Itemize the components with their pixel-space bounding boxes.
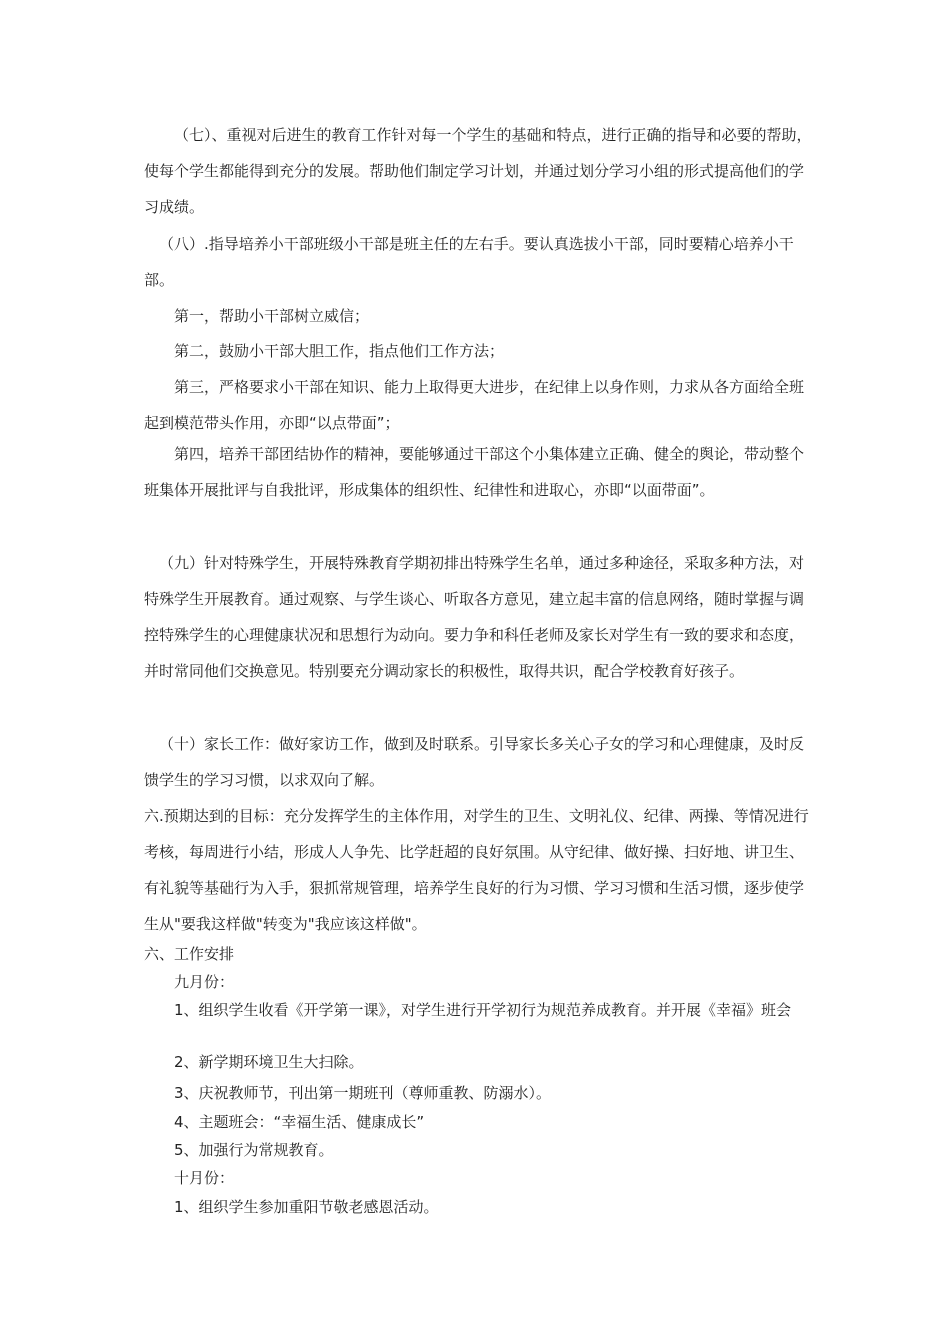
- list-item: 1、组织学生参加重阳节敬老感恩活动。: [174, 1198, 439, 1216]
- paragraph-nine: （九）针对特殊学生，开展特殊教育学期初排出特殊学生名单，通过多种途径，采取多种方法，对特殊学生开展教育。通过观察、与学生谈心、听取各方意见，建立起丰富的信息网络，随时掌握与调控特殊学生的心理健康状况和思想行为动向。要力争和科任老师及家长对学生有一致的要求和态度，并时常同他们交换意见。特别要充分调动家长的积极性，取得共识，配合学校教育好孩子。: [144, 554, 805, 680]
- paragraph-seven: （七）、重视对后进生的教育工作针对每一个学生的基础和特点，进行正确的指导和必要的帮助，使每个学生都能得到充分的发展。帮助他们制定学习计划，并通过划分学习小组的形式提高他们的学习成绩。: [144, 126, 812, 216]
- list-item: 1、组织学生收看《开学第一课》，对学生进行开学初行为规范养成教育。并开展《幸福》班会: [174, 1001, 792, 1019]
- paragraph-first: 第一，帮助小干部树立威信；: [174, 307, 370, 325]
- paragraph-goals: 六.预期达到的目标：充分发挥学生的主体作用，对学生的卫生、文明礼仪、纪律、两操、等情况进行考核，每周进行小结，形成人人争先、比学赶超的良好氛围。从守纪律、做好操、扫好地、讲卫生、有礼貌等基础行为入手，狠抓常规管理，培养学生良好的行为习惯、学习习惯和生活习惯，逐步使学生从"要我这样做"转变为"我应该这样做"。: [144, 807, 809, 933]
- paragraph-third: 第三，严格要求小干部在知识、能力上取得更大进步，在纪律上以身作则，力求从各方面给全班起到模范带头作用，亦即“以点带面”；: [144, 378, 805, 432]
- paragraph-ten: （十）家长工作：做好家访工作，做到及时联系。引导家长多关心子女的学习和心理健康，及时反馈学生的学习习惯，以求双向了解。: [144, 735, 805, 789]
- month-heading-october: 十月份：: [174, 1169, 235, 1187]
- list-item: 4、主题班会：“幸福生活、健康成长”: [174, 1113, 425, 1131]
- section-heading-work-plan: 六、工作安排: [144, 945, 235, 963]
- list-item: 2、新学期环境卫生大扫除。: [174, 1053, 364, 1071]
- list-item: 3、庆祝教师节，刊出第一期班刊（尊师重教、防溺水）。: [174, 1084, 552, 1102]
- paragraph-second: 第二，鼓励小干部大胆工作，指点他们工作方法；: [174, 342, 505, 360]
- month-heading-september: 九月份：: [174, 973, 235, 991]
- paragraph-eight: （八）.指导培养小干部班级小干部是班主任的左右手。要认真选拔小干部，同时要精心培养小干部。: [144, 235, 794, 289]
- list-item: 5、加强行为常规教育。: [174, 1141, 334, 1159]
- paragraph-fourth: 第四，培养干部团结协作的精神，要能够通过干部这个小集体建立正确、健全的舆论，带动整个班集体开展批评与自我批评，形成集体的组织性、纪律性和进取心，亦即“以面带面”。: [144, 445, 805, 499]
